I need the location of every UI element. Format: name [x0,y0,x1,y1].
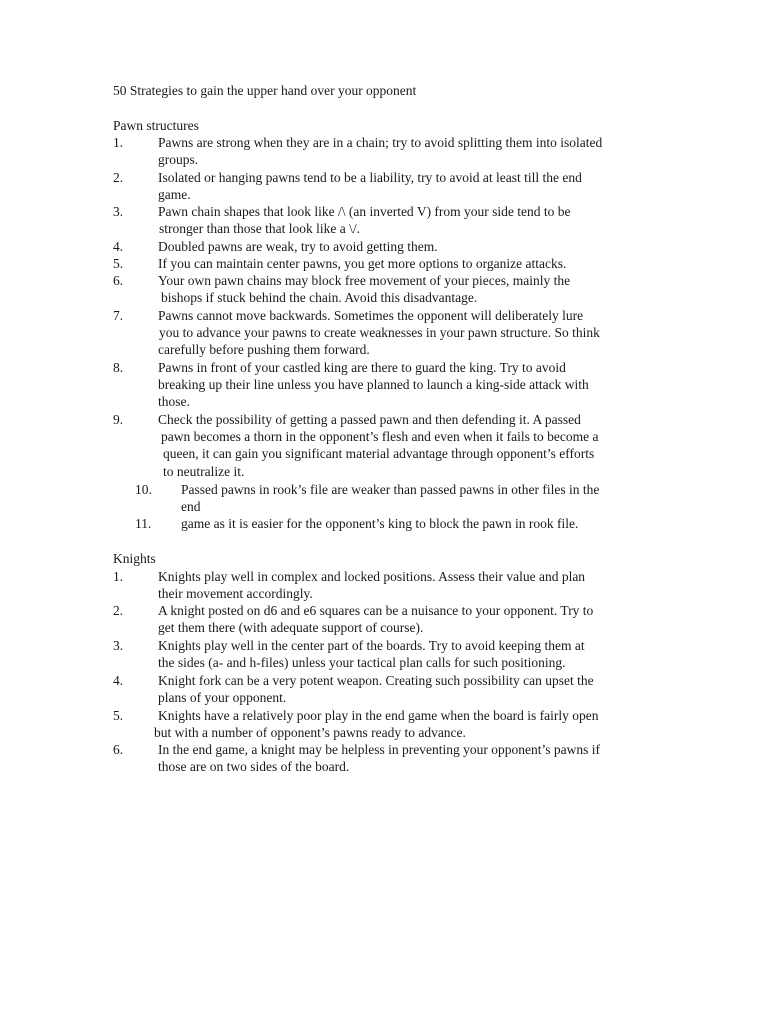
list-item-text: pawn becomes a thorn in the opponent’s flesh and even when it fails to become a [161,429,599,445]
list-item-number: 7. [113,308,124,323]
list-item-text: queen, it can gain you significant material advantage through opponent’s efforts [163,446,595,462]
list-item-text: breaking up their line unless you have planned to launch a king-side attack with [158,377,589,393]
list-item-text: Your own pawn chains may block free movement of your pieces, mainly the [158,273,571,288]
list-item-number: 10. [135,482,152,497]
list-item [113,515,673,532]
list-item [113,307,673,359]
list-item [113,169,673,203]
list-item-number: 2. [113,170,124,185]
list-item-number: 8. [113,360,124,375]
list-item-text: to neutralize it. [163,463,245,479]
list-item-text: If you can maintain center pawns, you get more options to organize attacks. [158,256,567,271]
list-item-text: Knights play well in the center part of the boards. Try to avoid keeping them at [158,638,585,653]
list-item [113,481,673,515]
list-item-text: get them there (with adequate support of course). [158,620,424,636]
list-item-text: groups. [158,152,199,168]
list-item-number: 11. [135,516,152,531]
list-item-text: Check the possibility of getting a passed pawn and then defending it. A passed [158,412,581,427]
list-item-number: 3. [113,638,124,653]
list-item-number: 5. [113,256,124,271]
list-item-number: 9. [113,412,124,427]
list-item-text: A knight posted on d6 and e6 squares can be a nuisance to your opponent. Try to [158,603,594,618]
list-item [113,359,673,411]
list-item-text: end [181,499,201,515]
list-item [113,568,673,602]
section-heading-knights: Knights [113,551,156,566]
list-item-text: carefully before pushing them forward. [158,342,370,358]
list-item [113,637,673,671]
list-item [113,672,673,706]
list-item-text: Knight fork can be a very potent weapon. Creating such possibility can upset the [158,673,594,688]
list-item-number: 1. [113,569,124,584]
list-item-text: Pawns are strong when they are in a chain; try to avoid splitting them into isolated [158,135,603,150]
list-item-text: plans of your opponent. [158,690,287,706]
list-item-text: In the end game, a knight may be helpless in preventing your opponent’s pawns if [158,742,601,757]
list-item-text: Pawns cannot move backwards. Sometimes the opponent will deliberately lure [158,308,584,323]
list-item-text: Pawn chain shapes that look like /\ (an inverted V) from your side tend to be [158,204,571,219]
list-item-number: 6. [113,273,124,288]
list-item-text: those. [158,394,190,410]
list-item-text: Isolated or hanging pawns tend to be a liability, try to avoid at least till the end [158,170,582,185]
list-item-text: their movement accordingly. [158,586,313,602]
list-item [113,602,673,636]
list-item [113,411,673,480]
list-item-text: those are on two sides of the board. [158,759,350,775]
document-title: 50 Strategies to gain the upper hand over your opponent [113,83,417,98]
section-heading-pawn-structures: Pawn structures [113,118,199,133]
list-item-number: 4. [113,673,124,688]
list-item-text: bishops if stuck behind the chain. Avoid this disadvantage. [161,290,478,306]
list-item-text: game as it is easier for the opponent’s king to block the pawn in rook file. [181,516,579,531]
list-item-text: stronger than those that look like a \/. [159,221,360,237]
list-item-text: the sides (a- and h-files) unless your tactical plan calls for such positioning. [158,655,566,671]
list-item-text: Knights play well in complex and locked positions. Assess their value and plan [158,569,586,584]
list-item-number: 5. [113,708,124,723]
list-item [113,707,673,741]
list-item [113,238,673,255]
list-item-text: Knights have a relatively poor play in the end game when the board is fairly open [158,708,599,723]
list-item [113,255,673,272]
list-item-text: you to advance your pawns to create weaknesses in your pawn structure. So think [159,325,600,341]
list-item-number: 4. [113,239,124,254]
list-item-text: Pawns in front of your castled king are there to guard the king. Try to avoid [158,360,566,375]
list-item-text: game. [158,187,191,203]
list-item-number: 2. [113,603,124,618]
list-item [113,741,673,775]
list-item-text: Doubled pawns are weak, try to avoid getting them. [158,239,438,254]
list-item [113,272,673,306]
list-item [113,134,673,168]
list-item-number: 1. [113,135,124,150]
list-item-text: but with a number of opponent’s pawns ready to advance. [154,725,466,741]
list-item [113,203,673,237]
list-item-number: 3. [113,204,124,219]
list-item-number: 6. [113,742,124,757]
list-item-text: Passed pawns in rook’s file are weaker than passed pawns in other files in the [181,482,600,497]
